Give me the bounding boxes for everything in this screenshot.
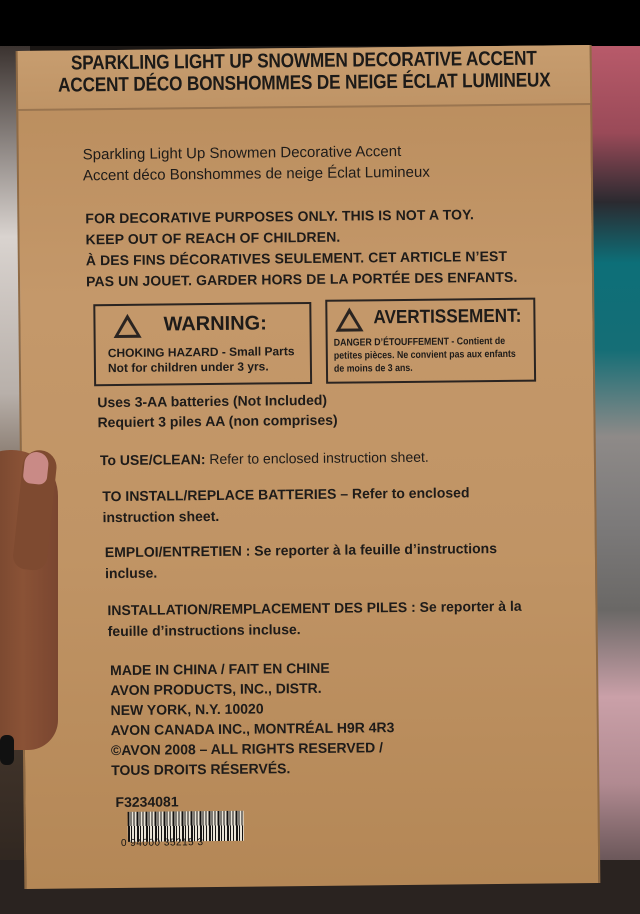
distributor-line5: ©AVON 2008 – ALL RIGHTS RESERVED / (110, 739, 384, 759)
install-text-line2: instruction sheet. (102, 507, 220, 526)
caution-fr-line1: À DES FINS DÉCORATIVES SEULEMENT. CET ARTICLE N’EST (85, 247, 508, 269)
product-name-fr: Accent déco Bonshommes de neige Éclat Lumineux (82, 163, 430, 185)
emploi-text: : Se reporter à la feuille d’instructions (241, 540, 498, 559)
product-name-en: Sparkling Light Up Snowmen Decorative Accent (82, 143, 402, 164)
avertissement-line3: de moins de 3 ans. (333, 362, 413, 375)
use-clean-label: To USE/CLEAN: (99, 451, 206, 469)
cardboard-box-panel (16, 45, 601, 889)
batteries-en: Uses 3-AA batteries (Not Included) (97, 391, 328, 411)
distributor-line4: AVON CANADA INC., MONTRÉAL H9R 4R3 (110, 719, 395, 739)
distributor-line3: NEW YORK, N.Y. 10020 (110, 700, 264, 719)
caution-en-line1: FOR DECORATIVE PURPOSES ONLY. THIS IS NOT A TOY. (85, 206, 475, 227)
caution-fr-line2: PAS UN JOUET. GARDER HORS DE LA PORTÉE DES ENFANTS. (85, 268, 518, 290)
caution-en-line2: KEEP OUT OF REACH OF CHILDREN. (85, 228, 341, 248)
use-clean-text: Refer to enclosed instruction sheet. (205, 448, 429, 468)
box-top-flap (18, 45, 591, 111)
warning-title: WARNING: (163, 312, 267, 336)
use-clean-line (100, 449, 429, 468)
avertissement-line2: petites pièces. Ne convient pas aux enfants (333, 348, 516, 362)
warning-box-fr (325, 298, 536, 384)
avertissement-title: AVERTISSEMENT: (373, 305, 522, 329)
emploi-label: EMPLOI/ENTRETIEN (104, 542, 242, 561)
distributor-line2: AVON PRODUCTS, INC., DISTR. (110, 679, 322, 699)
emploi-line (105, 540, 497, 560)
item-code: F3234081 (115, 793, 179, 811)
installation-line (107, 598, 521, 618)
warning-line2: Not for children under 3 yrs. (107, 359, 269, 376)
top-black-bar (0, 0, 640, 46)
installation-text: : Se reporter à la (407, 597, 522, 615)
installation-text-line2: feuille d’instructions incluse. (107, 621, 301, 640)
flap-title-fr: ACCENT DÉCO BONSHOMMES DE NEIGE ÉCLAT LUMINEUX (57, 69, 551, 97)
avertissement-line1: DANGER D’ÉTOUFFEMENT - Contient de (333, 335, 506, 349)
installation-label: INSTALLATION/REMPLACEMENT DES PILES (107, 598, 408, 619)
install-label: TO INSTALL/REPLACE BATTERIES (102, 485, 337, 505)
batteries-fr: Requiert 3 piles AA (non comprises) (97, 411, 338, 431)
emploi-text-line2: incluse. (105, 564, 158, 582)
thumbnail (22, 451, 49, 485)
distributor-line6: TOUS DROITS RÉSERVÉS. (111, 760, 291, 779)
warning-line1: CHOKING HAZARD - Small Parts (107, 344, 295, 361)
install-text: – Refer to enclosed (336, 484, 470, 502)
bracelet (0, 735, 14, 765)
distributor-line1: MADE IN CHINA / FAIT EN CHINE (110, 659, 330, 679)
warning-box-en (93, 302, 312, 386)
barcode-digits: 0 94000 35215 3 (120, 837, 204, 849)
warning-triangle-icon: ! (335, 307, 363, 331)
install-line (102, 484, 469, 504)
warning-triangle-icon: ! (113, 314, 141, 338)
flap-title-en: SPARKLING LIGHT UP SNOWMEN DECORATIVE ACCENT (70, 47, 537, 75)
